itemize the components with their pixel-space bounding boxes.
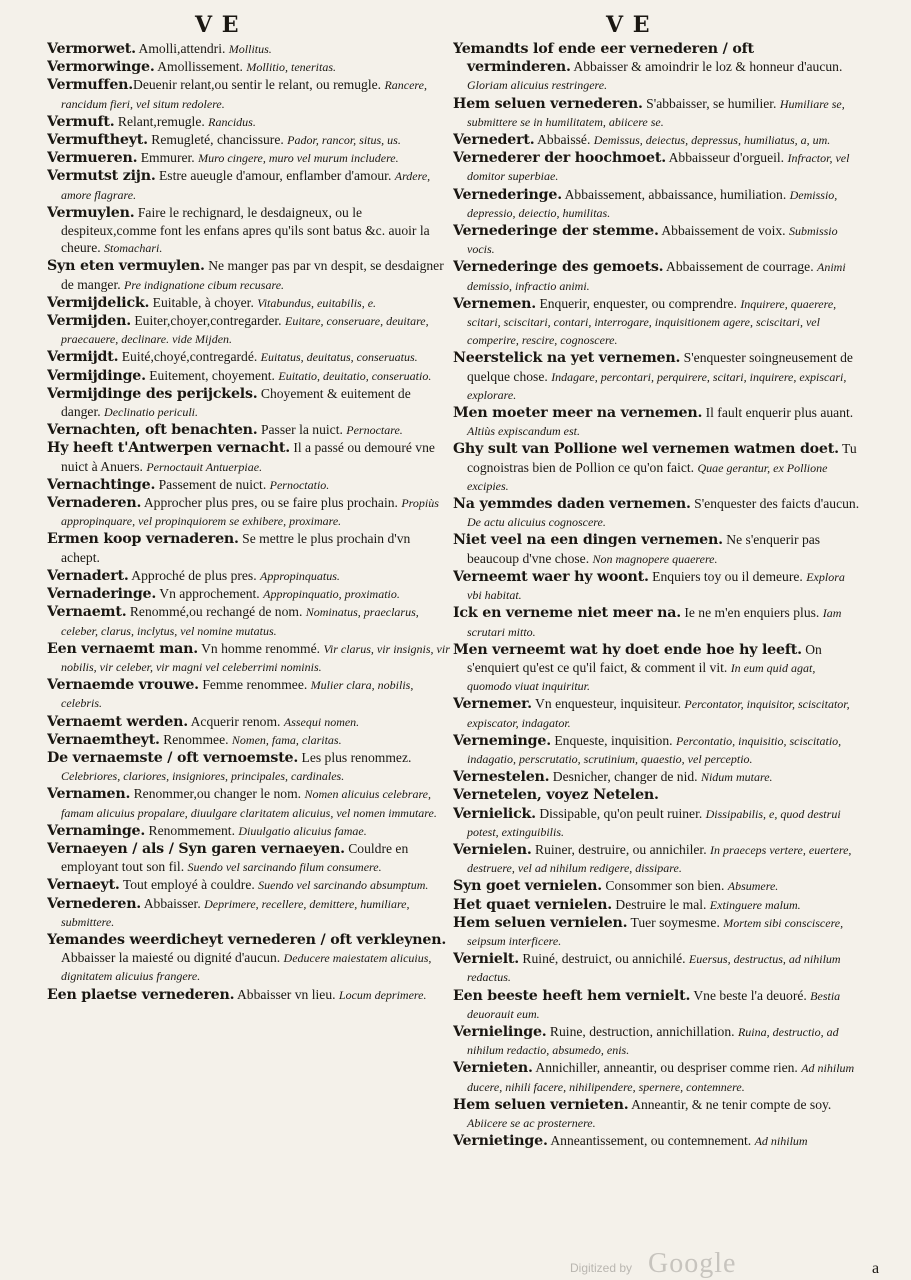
entry-headword: Vermijdinge des perijckels. [47, 385, 258, 402]
entry-headword: Hem seluen vernieten. [453, 1096, 629, 1113]
entry-headword: Vermuylen. [47, 204, 135, 221]
entry-headword: Vernaeyt. [47, 877, 120, 894]
dictionary-entry [453, 1132, 861, 1150]
entry-french-gloss: Abbaissement de courrage. [663, 259, 818, 275]
entry-french-gloss: Deuenir relant,ou sentir le relant, ou remugle. [133, 77, 385, 93]
entry-latin-gloss: Absumere. [727, 879, 779, 894]
dictionary-entry [47, 749, 450, 785]
entry-latin-gloss: Demissio, depressio, deiectio, humilitas. [467, 187, 838, 220]
dictionary-entry [453, 641, 861, 696]
entry-headword: Vernietinge. [453, 1133, 548, 1150]
entry-french-gloss: Anneantir, & ne tenir compte de soy. [628, 1096, 832, 1112]
entry-french-gloss: Passement de nuict. [155, 476, 270, 492]
entry-headword: Vernaemt. [47, 604, 127, 621]
dictionary-entry [453, 604, 861, 640]
entry-headword: Vernederinge des gemoets. [453, 259, 664, 276]
entry-headword: Neerstelick na yet vernemen. [453, 350, 681, 367]
entry-latin-gloss: Declinatio periculi. [104, 405, 199, 420]
entry-latin-gloss: Diuulgatio alicuius famae. [238, 823, 367, 838]
entry-french-gloss: Amollissement. [154, 59, 247, 75]
entry-french-gloss: Vn approchement. [156, 586, 264, 602]
entry-latin-gloss: In praeceps vertere, euertere, destruere, vel ad nihilum redigere, dissipare. [467, 842, 852, 876]
entry-headword: Vernederinge der stemme. [453, 223, 659, 240]
right-column [453, 40, 861, 1255]
entry-headword: Vermijdelick. [47, 294, 150, 311]
entry-headword: Hem seluen vernielen. [453, 914, 628, 931]
dictionary-entry [47, 76, 450, 112]
entry-headword: Vernaemde vrouwe. [47, 677, 199, 694]
entry-latin-gloss: Stomachari. [104, 241, 163, 256]
dictionary-entry [453, 40, 861, 95]
entry-headword: Yemandts lof ende eer vernederen / oft verminderen. [453, 41, 754, 76]
entry-french-gloss: Euité,choyé,contregardé. [118, 349, 261, 365]
entry-headword: De vernaemste / oft vernoemste. [47, 749, 299, 766]
entry-headword: Vernachtinge. [47, 476, 156, 493]
entry-latin-gloss: Extinguere malum. [709, 897, 801, 912]
entry-latin-gloss: Mollitio, teneritas. [246, 60, 336, 75]
entry-french-gloss: Acquerir renom. [187, 713, 284, 729]
entry-headword: Ick en verneme niet meer na. [453, 605, 681, 622]
entry-latin-gloss: Pernoctauit Antuerpiae. [146, 459, 263, 474]
dictionary-entry [453, 495, 861, 531]
entry-french-gloss: Destruire le mal. [612, 896, 710, 912]
entry-french-gloss: Couldre en employant tout son fil. [61, 840, 409, 875]
entry-headword: Een plaetse vernederen. [47, 986, 235, 1003]
entry-french-gloss: Ie ne m'en enquiers plus. [680, 605, 823, 621]
entry-french-gloss: Les plus renommez. [298, 749, 412, 765]
entry-latin-gloss: Vitabundus, euitabilis, e. [257, 295, 377, 310]
entry-french-gloss: Approché de plus pres. [128, 567, 261, 583]
entry-headword: Vermijdinge. [47, 367, 146, 384]
entry-french-gloss: Vne beste l'a deuoré. [690, 987, 811, 1003]
dictionary-entry [47, 713, 450, 731]
entry-headword: Vernielen. [453, 841, 532, 858]
digitization-footer [570, 1248, 900, 1278]
dictionary-entry [453, 531, 861, 567]
entry-headword: Het quaet vernielen. [453, 896, 613, 913]
dictionary-entry [47, 439, 450, 475]
entry-latin-gloss: Propiùs appropinquare, vel propinquiorem se exhibere, proximare. [61, 496, 439, 529]
dictionary-entry [453, 786, 861, 804]
entry-headword: Vermuft. [47, 113, 115, 130]
entry-french-gloss: Approcher plus pres, ou se faire plus prochain. [141, 495, 402, 511]
dictionary-entry [453, 805, 861, 841]
entry-french-gloss: S'abbaisser, se humilier. [642, 95, 780, 111]
entry-latin-gloss: Suendo vel sarcinando filum consumere. [187, 860, 382, 875]
dictionary-entry [453, 950, 861, 986]
entry-latin-gloss: Demissus, deiectus, depressus, humiliatus, a, um. [593, 133, 831, 148]
entry-french-gloss: Renommement. [145, 822, 239, 838]
entry-latin-gloss: Bestia deuorauit eum. [467, 988, 841, 1021]
dictionary-entry [47, 40, 450, 58]
entry-latin-gloss: Inquirere, quaerere, scitari, sciscitari, contari, interrogare, inquisitionem agere, sciscitari, vel comperire, rescire, cognoscere. [467, 296, 837, 348]
entry-headword: Syn eten vermuylen. [47, 258, 205, 275]
dictionary-entry [453, 732, 861, 768]
dictionary-entry [47, 895, 450, 931]
entry-headword: Vernaderinge. [47, 586, 157, 603]
entry-latin-gloss: Animi demissio, infractio animi. [467, 260, 846, 293]
entry-latin-gloss: Euersus, destructus, ad nihilum redactus. [467, 952, 841, 985]
entry-headword: Na yemmdes daden vernemen. [453, 496, 691, 513]
dictionary-entry [47, 876, 450, 894]
entry-french-gloss: Ne manger pas par vn despit, se desdaigner de manger. [61, 258, 444, 292]
entry-french-gloss: Tuer soymesme. [627, 914, 724, 930]
dictionary-entry [47, 731, 450, 749]
entry-french-gloss: Il fault enquerir plus auant. [702, 405, 854, 421]
entry-headword: Een vernaemt man. [47, 640, 198, 657]
entry-french-gloss: Euitable, à choyer. [149, 294, 258, 310]
entry-latin-gloss: Altiùs expiscandum est. [467, 424, 580, 439]
entry-french-gloss: Abbaisseur d'orgueil. [665, 150, 788, 166]
entry-latin-gloss: Percontator, inquisitor, sciscitator, expiscator, indagator. [467, 697, 850, 730]
dictionary-entry [47, 421, 450, 439]
entry-headword: Men moeter meer na vernemen. [453, 405, 703, 422]
dictionary-entry [47, 348, 450, 366]
entry-headword: Vernestelen. [453, 769, 550, 786]
entry-french-gloss: Ne s'enquerir pas beaucoup d'vne chose. [467, 532, 821, 566]
dictionary-entry [453, 349, 861, 404]
dictionary-entry [453, 186, 861, 222]
entry-french-gloss: Enquerir, enquester, ou comprendre. [536, 295, 741, 311]
dictionary-entry [453, 841, 861, 877]
dictionary-entry [47, 113, 450, 131]
entry-french-gloss: Enqueste, inquisition. [550, 732, 676, 748]
entry-headword: Ghy sult van Pollione wel vernemen watmen doet. [453, 441, 839, 458]
entry-french-gloss: Abbaisser. [141, 895, 205, 911]
entry-french-gloss: Tout employé à couldre. [119, 877, 259, 893]
dictionary-entry [47, 603, 450, 639]
entry-headword: Vernemen. [453, 295, 537, 312]
entry-headword: Vernielt. [453, 951, 520, 968]
dictionary-entry [47, 585, 450, 603]
entry-french-gloss: Ruiner, destruire, ou annichiler. [531, 841, 711, 857]
dictionary-entry [453, 404, 861, 440]
entry-french-gloss: Remugleté, chancissure. [147, 132, 288, 148]
entry-headword: Syn goet vernielen. [453, 878, 602, 895]
entry-french-gloss: Dissipable, qu'on peult ruiner. [535, 805, 706, 821]
left-column-header: V E [195, 12, 240, 38]
entry-headword: Vermijden. [47, 313, 131, 330]
dictionary-entry [47, 131, 450, 149]
entry-headword: Niet veel na een dingen vernemen. [453, 532, 723, 549]
dictionary-entry [453, 877, 861, 895]
entry-headword: Vermuffen. [47, 77, 134, 94]
dictionary-entry [47, 676, 450, 712]
entry-headword: Vernaemt werden. [47, 713, 188, 730]
entry-latin-gloss: Abiicere se ac prosternere. [467, 1115, 596, 1130]
entry-latin-gloss: Ad nihilum [754, 1134, 808, 1149]
entry-french-gloss: Se mettre le plus prochain d'vn achept. [61, 531, 411, 565]
entry-headword: Men verneemt wat hy doet ende hoe hy leeft. [453, 641, 802, 658]
entry-latin-gloss: Nomen, fama, claritas. [231, 732, 342, 747]
entry-french-gloss: Emmurer. [137, 150, 199, 166]
entry-french-gloss: Euitement, choyement. [145, 367, 279, 383]
dictionary-entry [453, 440, 861, 495]
entry-latin-gloss: Ad nihilum ducere, nihili facere, nihilipendere, spernere, contemnere. [467, 1061, 855, 1094]
entry-french-gloss: Enquiers toy ou il demeure. [648, 568, 807, 584]
dictionary-entry [47, 367, 450, 385]
entry-headword: Vernemer. [453, 696, 532, 713]
dictionary-entry [453, 914, 861, 950]
entry-latin-gloss: Nomen alicuius celebrare, famam alicuius propalare, diuulgare claritatem alicuius, vel nomen immutare. [61, 787, 437, 820]
dictionary-entry [453, 695, 861, 731]
entry-headword: Vernederer der hoochmoet. [453, 150, 666, 167]
entry-french-gloss: Consommer son bien. [602, 878, 728, 894]
entry-latin-gloss: Vir clarus, vir insignis, vir nobilis, vir celeber, vir magni vel celeberrimi nominis. [61, 641, 450, 674]
entry-latin-gloss: Mollitus. [228, 42, 272, 56]
catchword: a [872, 1260, 880, 1277]
dictionary-entry [453, 768, 861, 786]
dictionary-entry [453, 568, 861, 604]
dictionary-entry [47, 257, 450, 293]
entry-latin-gloss: Humiliare se, submittere se in humilitatem, abiicere se. [467, 96, 845, 129]
entry-headword: Vermijdt. [47, 349, 119, 366]
entry-french-gloss: Euiter,choyer,contregarder. [130, 313, 285, 329]
entry-latin-gloss: Pre indignatione cibum recusare. [124, 277, 285, 292]
entry-headword: Vernaderen. [47, 495, 142, 512]
entry-french-gloss: Vn homme renommé. [197, 640, 324, 656]
left-column [47, 40, 450, 1255]
entry-latin-gloss: Rancidus. [208, 114, 256, 129]
entry-latin-gloss: Dissipabilis, e, quod destrui potest, extinguibilis. [467, 806, 841, 839]
entry-french-gloss: On s'enquiert qu'est ce qu'il faict, & comment il vit. [467, 641, 822, 675]
dictionary-entry [453, 149, 861, 185]
entry-latin-gloss: Iam scrutari mitto. [467, 606, 842, 639]
dictionary-entry [47, 58, 450, 76]
entry-french-gloss: Femme renommee. [198, 677, 311, 693]
entry-french-gloss: Abbaissement, abbaissance, humiliation. [561, 186, 790, 202]
entry-latin-gloss: Euitatus, deuitatus, conseruatus. [260, 350, 418, 365]
dictionary-entry [47, 640, 450, 676]
entry-latin-gloss: Mortem sibi consciscere, seipsum interficere. [467, 915, 844, 948]
entry-headword: Vermuftheyt. [47, 132, 148, 149]
entry-latin-gloss: Celebriores, clariores, insigniores, principales, cardinales. [61, 769, 345, 784]
entry-french-gloss: Passer la nuict. [257, 422, 347, 438]
entry-french-gloss: Relant,remugle. [114, 113, 209, 129]
entry-latin-gloss: Non magnopere quaerere. [592, 551, 718, 566]
dictionary-entry [453, 896, 861, 914]
entry-latin-gloss: Locum deprimere. [338, 987, 427, 1002]
entry-french-gloss: Faire le rechignard, le desdaigneux, ou le despiteux,comme font les enfans apres qu'ils sont batus &c. auoir la cheure. [61, 204, 430, 256]
dictionary-entry [453, 131, 861, 149]
entry-headword: Hem seluen vernederen. [453, 95, 643, 112]
entry-french-gloss: Desnicher, changer de nid. [549, 769, 701, 785]
entry-latin-gloss: Mulier clara, nobilis, celebris. [61, 678, 414, 711]
entry-latin-gloss: Muro cingere, muro vel murum includere. [198, 151, 399, 166]
entry-french-gloss: Renommer,ou changer le nom. [130, 786, 305, 802]
entry-headword: Vermueren. [47, 150, 138, 167]
entry-headword: Vernaeyen / als / Syn garen vernaeyen. [47, 840, 345, 857]
digitized-by-label: Digitized by [570, 1261, 633, 1275]
entry-headword: Vernedert. [453, 132, 535, 149]
google-watermark: Google [648, 1248, 737, 1279]
entry-latin-gloss: Nidum mutare. [700, 770, 773, 785]
running-header [0, 12, 911, 40]
entry-latin-gloss: Euitatio, deuitatio, conseruatio. [278, 368, 432, 383]
entry-latin-gloss: Submissio vocis. [467, 224, 838, 257]
entry-latin-gloss: Suendo vel sarcinando absumptum. [258, 878, 429, 893]
entry-french-gloss: Abbaissé. [534, 132, 594, 148]
dictionary-entry [47, 840, 450, 876]
entry-headword: Vernederen. [47, 895, 142, 912]
entry-french-gloss: Tu cognoistras bien de Pollion ce qu'on faict. [467, 441, 857, 475]
entry-latin-gloss: Rancere, rancidum fieri, vel situm redolere. [61, 78, 427, 111]
entry-headword: Vermorwinge. [47, 59, 155, 76]
dictionary-entry [453, 987, 861, 1023]
dictionary-entry [453, 1059, 861, 1095]
entry-french-gloss: Abbaisser & amoindrir le loz & honneur d'aucun. [570, 59, 843, 75]
entry-french-gloss: Abbaisser la maiesté ou dignité d'aucun. [61, 950, 284, 966]
entry-headword: Vernederinge. [453, 186, 562, 203]
entry-french-gloss: Annichiller, anneantir, ou despriser comme rien. [532, 1060, 802, 1076]
dictionary-entry [453, 258, 861, 294]
entry-headword: Vermorwet. [47, 41, 136, 57]
entry-latin-gloss: Percontatio, inquisitio, sciscitatio, indagatio, perscrutatio, scrutinium, quaestio, vel perceptio. [467, 733, 842, 766]
entry-french-gloss: Anneantissement, ou contemnement. [547, 1133, 755, 1149]
dictionary-entry [453, 295, 861, 350]
entry-headword: Vernielinge. [453, 1023, 547, 1040]
entry-french-gloss: Il a passé ou demouré vne nuict à Anuers. [61, 440, 435, 474]
entry-headword: Vernamen. [47, 786, 131, 803]
entry-headword: Vermutst zijn. [47, 168, 156, 185]
entry-latin-gloss: Explora vbi habitat. [467, 569, 845, 603]
entry-headword: Verneminge. [453, 732, 551, 749]
entry-latin-gloss: Deducere maiestatem alicuius, dignitatem alicuius frangere. [61, 951, 432, 984]
dictionary-entry [47, 931, 450, 986]
entry-headword: Een beeste heeft hem vernielt. [453, 987, 691, 1004]
entry-french-gloss: Choyement & euitement de danger. [61, 385, 411, 420]
dictionary-entry [47, 294, 450, 312]
entry-headword: Vernetelen, voyez Netelen. [453, 787, 659, 804]
dictionary-entry [47, 167, 450, 203]
entry-french-gloss: Vn enquesteur, inquisiteur. [531, 696, 685, 712]
entry-headword: Vernieten. [453, 1060, 533, 1077]
entry-headword: Hy heeft t'Antwerpen vernacht. [47, 440, 290, 457]
dictionary-entry [453, 95, 861, 131]
entry-headword: Vernachten, oft benachten. [47, 422, 258, 439]
entry-latin-gloss: In eum quid agat, quomodo viuat inquiritur. [467, 660, 816, 694]
dictionary-entry [47, 149, 450, 167]
dictionary-entry [453, 1096, 861, 1132]
entry-headword: Vernaemtheyt. [47, 731, 160, 748]
dictionary-entry [47, 476, 450, 494]
entry-latin-gloss: Ardere, amore flagrare. [61, 169, 431, 202]
entry-latin-gloss: Nominatus, praeclarus, celeber, clarus, inclytus, vel nomine mutatus. [61, 605, 419, 638]
dictionary-entry [47, 986, 450, 1004]
entry-french-gloss: Ruine, destruction, annichillation. [546, 1023, 738, 1039]
dictionary-entry [47, 822, 450, 840]
entry-latin-gloss: Assequi nomen. [283, 714, 360, 729]
entry-french-gloss: Abbaissement de voix. [658, 223, 789, 239]
entry-latin-gloss: Gloriam alicuius restringere. [467, 78, 608, 93]
entry-french-gloss: Estre aueugle d'amour, enflamber d'amour. [155, 168, 395, 184]
entry-latin-gloss: Infractor, vel domitor superbiae. [467, 151, 850, 184]
entry-headword: Verneemt waer hy woont. [453, 568, 649, 585]
entry-french-gloss: Renommee. [159, 731, 232, 747]
entry-french-gloss: Renommé,ou rechangé de nom. [126, 604, 306, 620]
dictionary-entry [47, 204, 450, 258]
dictionary-entry [47, 530, 450, 566]
entry-latin-gloss: Ruina, destructio, ad nihilum redactio, absumedo, enis. [467, 1024, 839, 1058]
dictionary-entry [47, 785, 450, 821]
entry-latin-gloss: Appropinquatus. [260, 568, 340, 583]
entry-french-gloss: Abbaisser vn lieu. [234, 986, 339, 1002]
entry-latin-gloss: Indagare, percontari, perquirere, scitari, inquirere, expiscari, explorare. [467, 369, 847, 402]
entry-latin-gloss: Pernoctatio. [269, 477, 330, 492]
dictionary-entry [453, 222, 861, 258]
entry-headword: Ermen koop vernaderen. [47, 531, 239, 548]
entry-latin-gloss: Deprimere, recellere, demittere, humiliare, submittere. [61, 896, 410, 929]
dictionary-entry [47, 312, 450, 348]
entry-headword: Yemandes weerdicheyt vernederen / oft verkleynen. [47, 931, 447, 948]
dictionary-entry [47, 494, 450, 530]
dictionary-entry [453, 1023, 861, 1059]
entry-headword: Vernadert. [47, 567, 129, 584]
dictionary-entry [47, 385, 450, 421]
dictionary-entry [47, 567, 450, 585]
entry-french-gloss: Ruiné, destruict, ou annichilé. [519, 951, 689, 967]
entry-latin-gloss: Pernoctare. [346, 423, 403, 438]
entry-latin-gloss: De actu alicuius cognoscere. [467, 515, 606, 530]
entry-latin-gloss: Appropinquatio, proximatio. [263, 587, 400, 602]
entry-headword: Vernaminge. [47, 822, 146, 839]
entry-french-gloss: S'enquester des faicts d'aucun. [690, 496, 860, 512]
entry-latin-gloss: Pador, rancor, situs, us. [287, 133, 401, 148]
entry-french-gloss: Amolli,attendri. [135, 41, 229, 56]
entry-headword: Vernielick. [453, 805, 536, 822]
entry-latin-gloss: Quae gerantur, ex Pollione excipies. [467, 460, 828, 493]
entry-latin-gloss: Euitare, conseruare, deuitare, praecauere, declinare. vide Mijden. [61, 314, 429, 347]
right-column-header: V E [606, 12, 651, 38]
entry-french-gloss: S'enquester soingneusement de quelque chose. [467, 350, 853, 384]
